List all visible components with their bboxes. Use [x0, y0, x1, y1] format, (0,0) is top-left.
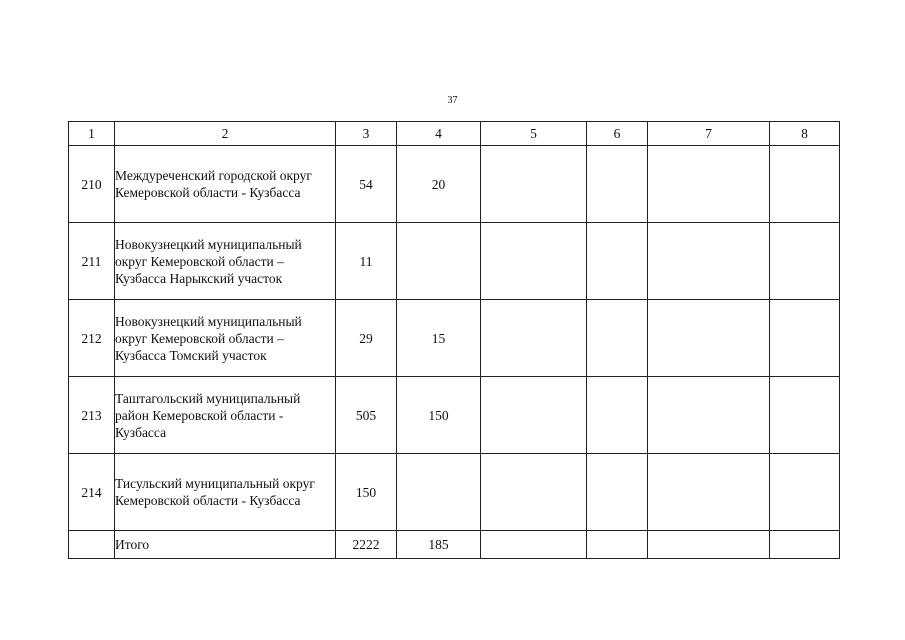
table-row	[69, 454, 840, 531]
cell-col6	[587, 454, 648, 531]
cell-col3: 29	[336, 300, 397, 377]
row-number: 210	[69, 146, 115, 223]
table-row	[69, 146, 840, 223]
cell-col3: 11	[336, 223, 397, 300]
total-col8	[770, 531, 840, 559]
page-number: 37	[447, 95, 458, 106]
cell-col4: 15	[397, 300, 481, 377]
cell-col6	[587, 300, 648, 377]
total-row	[69, 531, 840, 559]
municipality-name: Новокузнецкий муниципальный округ Кемеровской области – Кузбасса Нарыкский участок	[115, 223, 336, 300]
row-number	[69, 531, 115, 559]
cell-col4	[397, 454, 481, 531]
column-header: 6	[587, 122, 648, 146]
row-number: 211	[69, 223, 115, 300]
cell-col8	[770, 377, 840, 454]
table-row	[69, 300, 840, 377]
data-table	[68, 121, 840, 559]
cell-col7	[648, 377, 770, 454]
cell-col6	[587, 146, 648, 223]
total-col5	[481, 531, 587, 559]
cell-col8	[770, 146, 840, 223]
column-header: 8	[770, 122, 840, 146]
column-header: 2	[115, 122, 336, 146]
cell-col3: 505	[336, 377, 397, 454]
total-col4: 185	[397, 531, 481, 559]
cell-col8	[770, 223, 840, 300]
cell-col8	[770, 454, 840, 531]
column-header: 4	[397, 122, 481, 146]
cell-col5	[481, 454, 587, 531]
municipality-name: Таштагольский муниципальный район Кемеровской области - Кузбасса	[115, 377, 336, 454]
column-header: 3	[336, 122, 397, 146]
table-header-row	[69, 122, 840, 146]
row-number: 214	[69, 454, 115, 531]
cell-col5	[481, 377, 587, 454]
cell-col5	[481, 223, 587, 300]
column-header: 7	[648, 122, 770, 146]
cell-col6	[587, 377, 648, 454]
total-col6	[587, 531, 648, 559]
total-col7	[648, 531, 770, 559]
municipality-name: Междуреченский городской округ Кемеровской области - Кузбасса	[115, 146, 336, 223]
cell-col7	[648, 300, 770, 377]
municipality-name: Тисульский муниципальный округ Кемеровской области - Кузбасса	[115, 454, 336, 531]
cell-col3: 54	[336, 146, 397, 223]
cell-col7	[648, 223, 770, 300]
cell-col5	[481, 146, 587, 223]
cell-col6	[587, 223, 648, 300]
column-header: 5	[481, 122, 587, 146]
cell-col4: 20	[397, 146, 481, 223]
cell-col5	[481, 300, 587, 377]
cell-col4: 150	[397, 377, 481, 454]
cell-col4	[397, 223, 481, 300]
row-number: 213	[69, 377, 115, 454]
row-number: 212	[69, 300, 115, 377]
table-row	[69, 377, 840, 454]
table-row	[69, 223, 840, 300]
municipality-name: Новокузнецкий муниципальный округ Кемеровской области – Кузбасса Томский участок	[115, 300, 336, 377]
total-label: Итого	[115, 531, 336, 559]
cell-col3: 150	[336, 454, 397, 531]
cell-col8	[770, 300, 840, 377]
cell-col7	[648, 454, 770, 531]
column-header: 1	[69, 122, 115, 146]
cell-col7	[648, 146, 770, 223]
total-col3: 2222	[336, 531, 397, 559]
